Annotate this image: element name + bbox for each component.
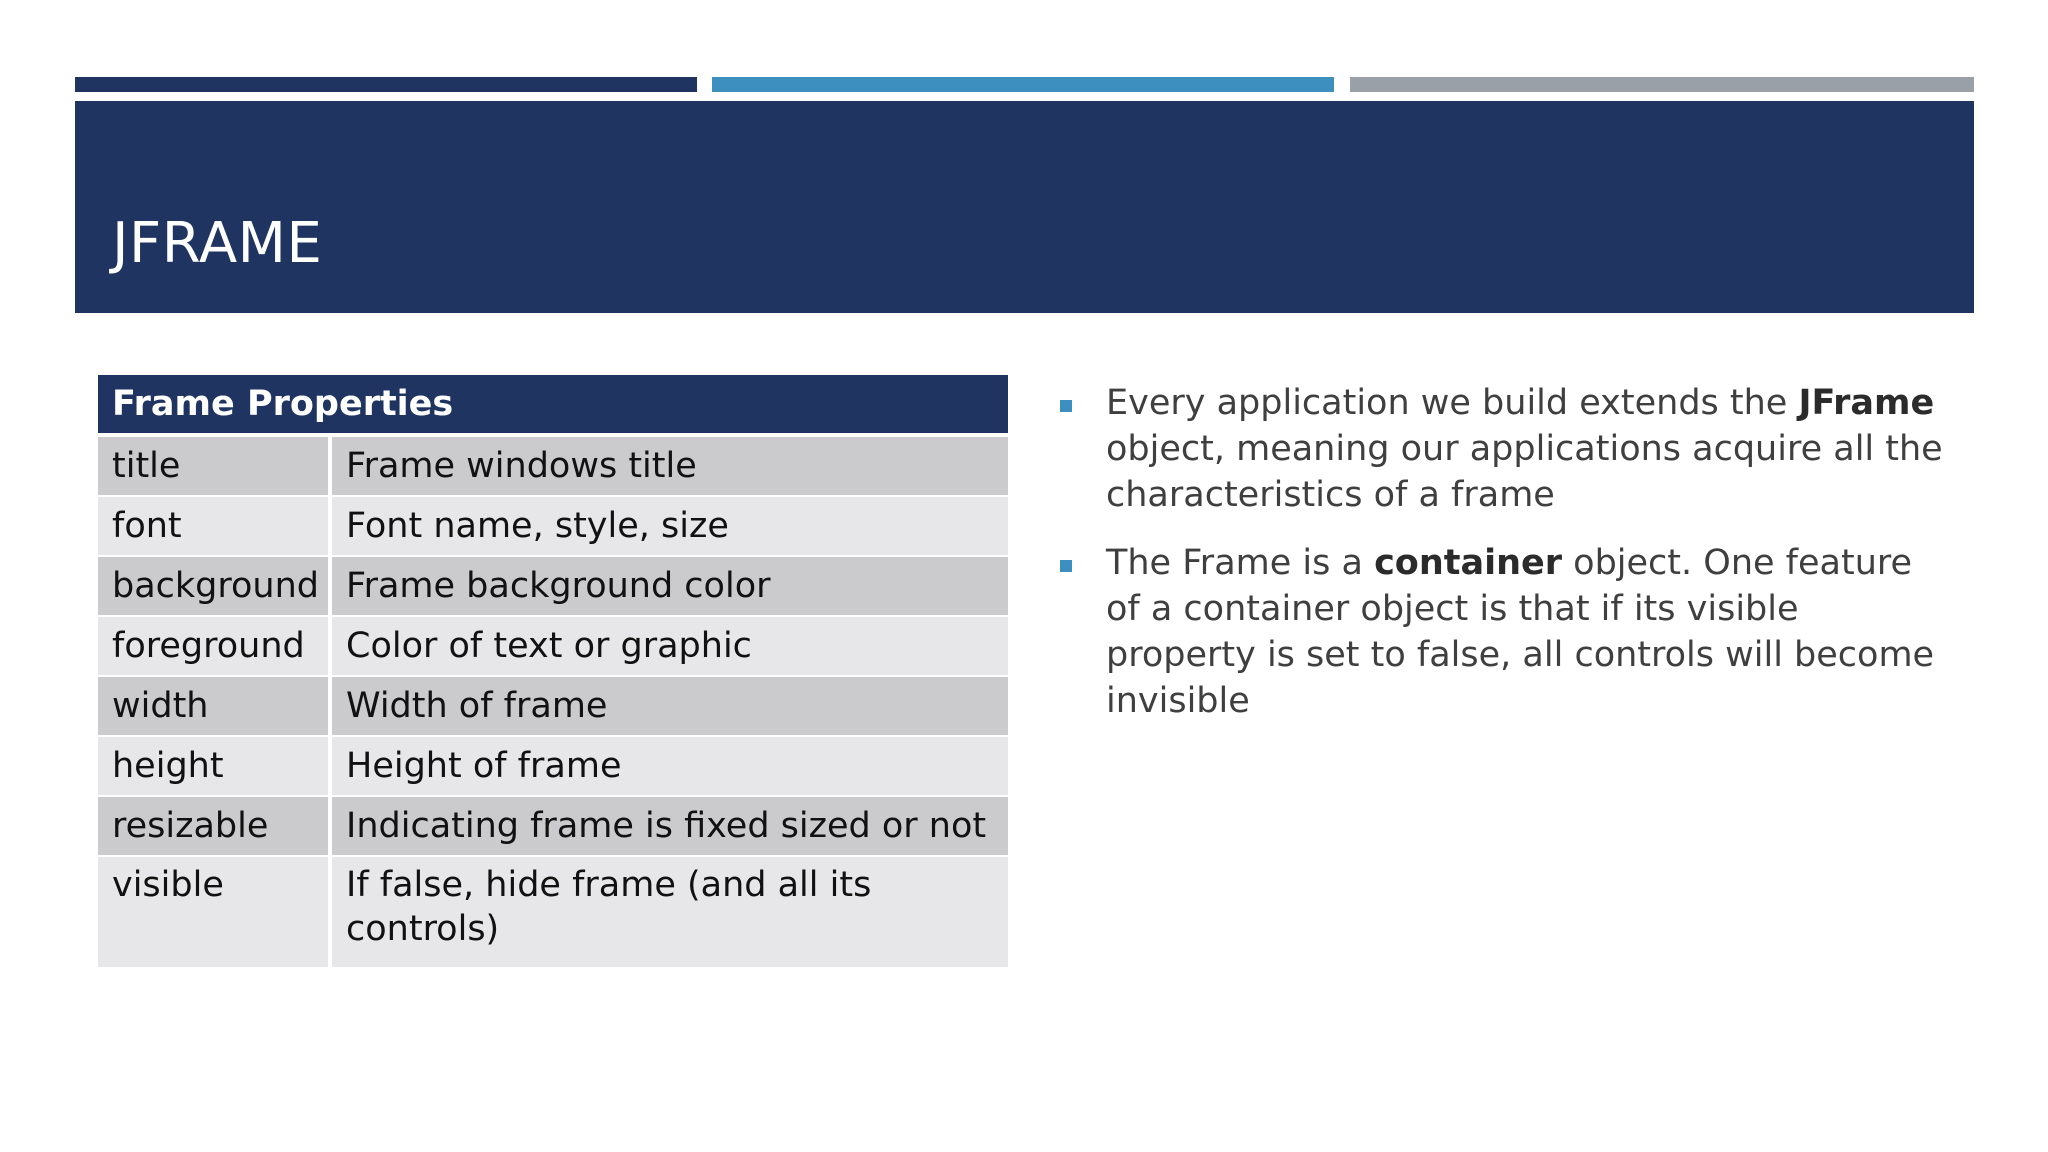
bullet-list xyxy=(1054,380,1944,746)
table-row xyxy=(98,856,1008,968)
property-description: If false, hide frame (and all its controls) xyxy=(330,856,1008,968)
slide-title: JFRAME xyxy=(112,211,323,276)
property-name: height xyxy=(98,736,330,796)
property-description: Height of frame xyxy=(330,736,1008,796)
table-row xyxy=(98,435,1008,496)
title-band xyxy=(75,101,1974,313)
table-row xyxy=(98,556,1008,616)
property-name: foreground xyxy=(98,616,330,676)
table-row xyxy=(98,616,1008,676)
accent-bar-gray xyxy=(1350,77,1974,92)
property-name: background xyxy=(98,556,330,616)
square-bullet-icon xyxy=(1060,560,1072,572)
accent-bar-blue xyxy=(712,77,1334,92)
property-description: Color of text or graphic xyxy=(330,616,1008,676)
property-name: resizable xyxy=(98,796,330,856)
property-name: title xyxy=(98,435,330,496)
square-bullet-icon xyxy=(1060,400,1072,412)
property-name: font xyxy=(98,496,330,556)
bullet-item xyxy=(1054,380,1944,518)
frame-properties-table xyxy=(98,375,1008,969)
bullet-emphasis: JFrame xyxy=(1798,383,1935,423)
bullet-text: object, meaning our applications acquire all the characteristics of a frame xyxy=(1106,429,1943,515)
bullet-text: The Frame is a xyxy=(1106,543,1375,583)
table-header-row xyxy=(98,375,1008,435)
table-row xyxy=(98,796,1008,856)
table-row xyxy=(98,676,1008,736)
property-description: Font name, style, size xyxy=(330,496,1008,556)
property-name: width xyxy=(98,676,330,736)
property-name: visible xyxy=(98,856,330,968)
bullet-text: object. One feature of a container object is that if its visible property is set to false, all controls will become invisible xyxy=(1106,543,1935,721)
property-description: Frame windows title xyxy=(330,435,1008,496)
property-description: Indicating frame is fixed sized or not xyxy=(330,796,1008,856)
table-header: Frame Properties xyxy=(98,375,1008,435)
bullet-text: Every application we build extends the xyxy=(1106,383,1799,423)
accent-bar-navy xyxy=(75,77,697,92)
property-description: Frame background color xyxy=(330,556,1008,616)
table-row xyxy=(98,496,1008,556)
table-row xyxy=(98,736,1008,796)
bullet-emphasis: container xyxy=(1374,543,1563,583)
bullet-item xyxy=(1054,540,1944,724)
property-description: Width of frame xyxy=(330,676,1008,736)
